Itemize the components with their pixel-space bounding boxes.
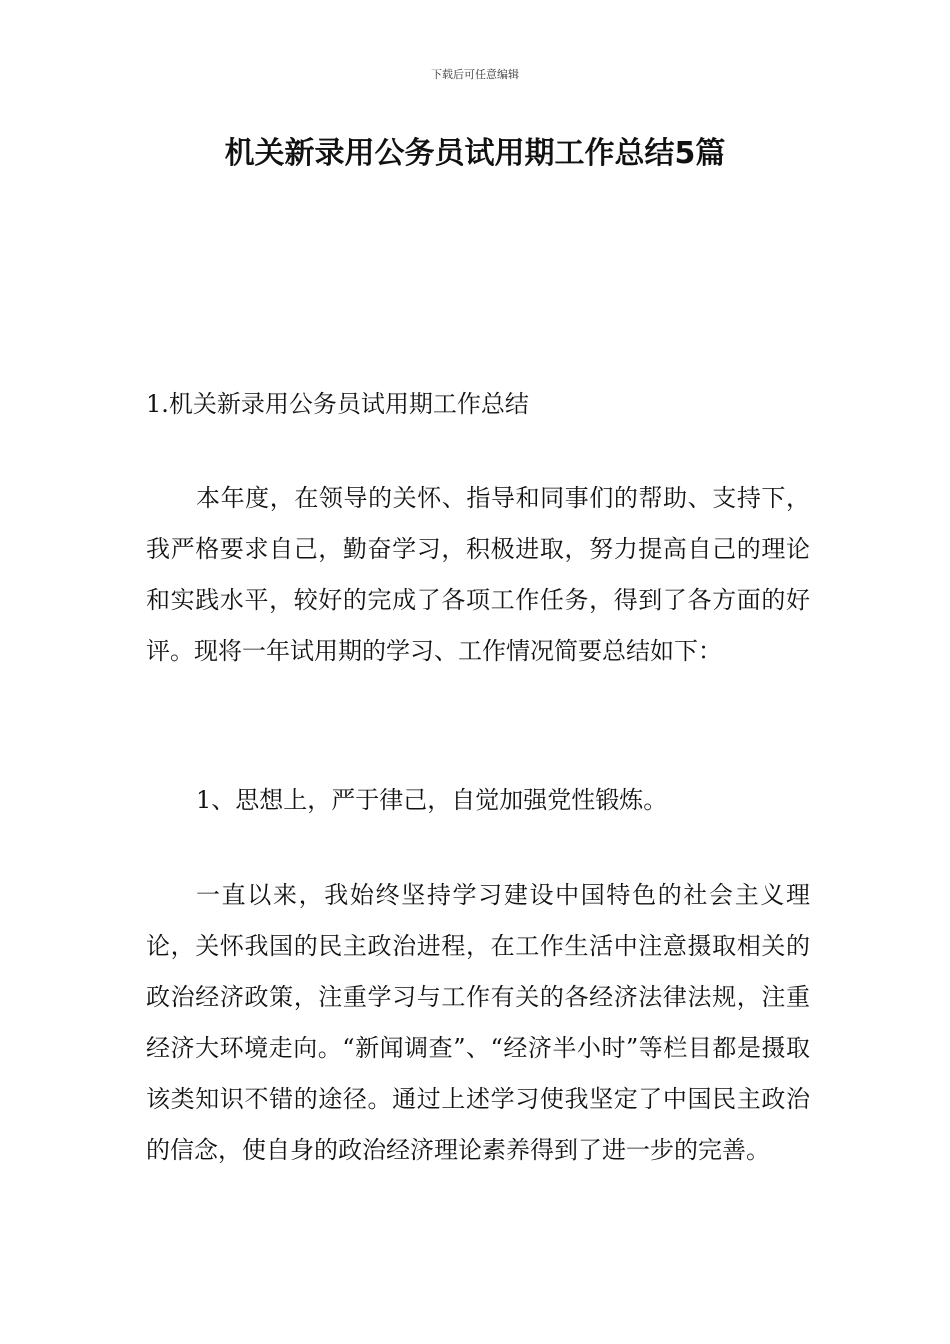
section-heading: 1.机关新录用公务员试用期工作总结 [146,390,529,418]
paragraph-theory-study: 一直以来，我始终坚持学习建设中国特色的社会主义理论，关怀我国的民主政治进程，在工作生活中注意摄取相关的政治经济政策，注重学习与工作有关的各经济法律法规，注重经济大环境走向。“新闻调查”、“经济半小时”等栏目都是摄取该类知识不错的途径。通过上述学习使我坚定了中国民主政治的信念，使自身的政治经济理论素养得到了进一步的完善。 [146,881,810,1164]
document-title: 机关新录用公务员试用期工作总结5篇 [224,136,726,171]
header-note: 下载后可任意编辑 [431,68,519,81]
paragraph-intro: 本年度，在领导的关怀、指导和同事们的帮助、支持下，我严格要求自己，勤奋学习，积极进取，努力提高自己的理论和实践水平，较好的完成了各项工作任务，得到了各方面的好评。现将一年试用期的学习、工作情况简要总结如下： [146,484,810,665]
paragraph-subheading-thought: 1、思想上，严于律己，自觉加强党性锻炼。 [196,786,668,814]
